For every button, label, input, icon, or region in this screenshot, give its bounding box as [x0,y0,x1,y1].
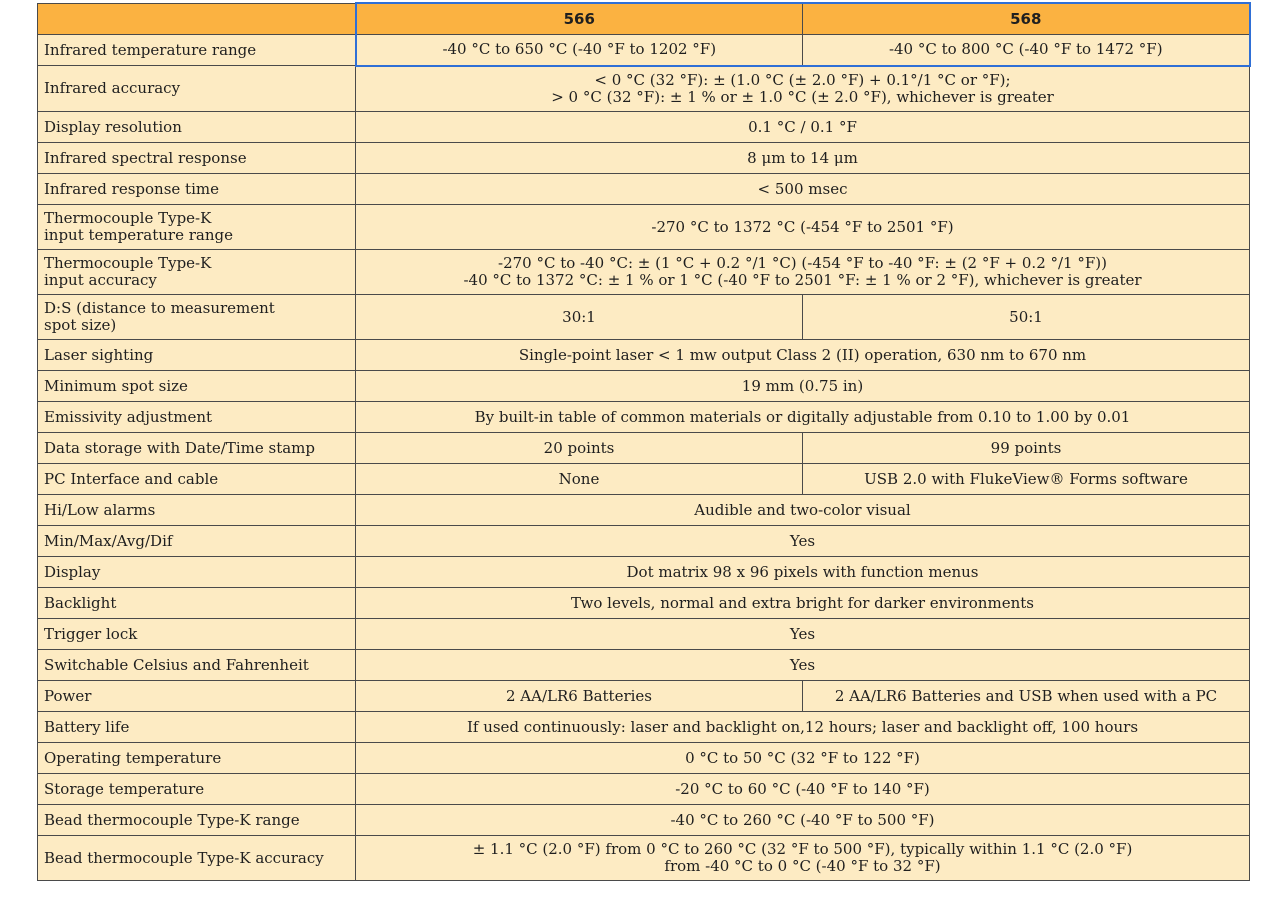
cell-shared: Dot matrix 98 x 96 pixels with function menus [356,557,1250,588]
row-label: Hi/Low alarms [38,495,356,526]
cell-568: 99 points [803,433,1250,464]
cell-line: ± 1.1 °C (2.0 °F) from 0 °C to 260 °C (32 °F to 500 °F), typically within 1.1 °C (2.0 °F) [472,840,1133,858]
table-row [38,805,1250,836]
table-row [38,712,1250,743]
cell-566[interactable]: -40 °C to 650 °C (-40 °F to 1202 °F) [356,35,803,66]
table-row [38,66,1250,112]
table-row [38,295,1250,340]
cell-568: USB 2.0 with FlukeView® Forms software [803,464,1250,495]
row-label: Infrared accuracy [38,66,356,112]
cell-566: 30:1 [356,295,803,340]
spec-table [37,2,1251,881]
table-row [38,250,1250,295]
cell-shared: 0.1 °C / 0.1 °F [356,112,1250,143]
row-label-line: Thermocouple Type-K [44,254,212,272]
cell-shared: Single-point laser < 1 mw output Class 2 (II) operation, 630 nm to 670 nm [356,340,1250,371]
table-row [38,143,1250,174]
table-row [38,205,1250,250]
table-row [38,340,1250,371]
row-label: Emissivity adjustment [38,402,356,433]
table-row [38,557,1250,588]
cell-shared: By built-in table of common materials or digitally adjustable from 0.10 to 1.00 by 0.01 [356,402,1250,433]
row-label: Laser sighting [38,340,356,371]
cell-shared: Yes [356,526,1250,557]
cell-line: -40 °C to 1372 °C: ± 1 % or 1 °C (-40 °F to 2501 °F: ± 1 % or 2 °F), whichever is greater [463,271,1142,289]
cell-shared [356,66,1250,112]
cell-shared: 19 mm (0.75 in) [356,371,1250,402]
cell-shared: Two levels, normal and extra bright for darker environments [356,588,1250,619]
row-label-line: spot size) [44,316,117,334]
row-label: Power [38,681,356,712]
cell-566: 20 points [356,433,803,464]
row-label: Infrared spectral response [38,143,356,174]
cell-568: 50:1 [803,295,1250,340]
cell-shared: Audible and two-color visual [356,495,1250,526]
table-row [38,681,1250,712]
cell-566: 2 AA/LR6 Batteries [356,681,803,712]
table-row [38,774,1250,805]
row-label: Switchable Celsius and Fahrenheit [38,650,356,681]
table-row [38,526,1250,557]
row-label: Min/Max/Avg/Dif [38,526,356,557]
cell-shared: -40 °C to 260 °C (-40 °F to 500 °F) [356,805,1250,836]
cell-line: > 0 °C (32 °F): ± 1 % or ± 1.0 °C (± 2.0 °F), whichever is greater [551,87,1054,106]
table-row [38,402,1250,433]
table-row [38,650,1250,681]
table-row [38,35,1250,66]
header-row [38,3,1250,35]
row-label-line: input temperature range [44,226,233,244]
cell-shared: If used continuously: laser and backlight on,12 hours; laser and backlight off, 100 hours [356,712,1250,743]
cell-566: None [356,464,803,495]
row-label-line: Thermocouple Type-K [44,209,212,227]
cell-line: < 0 °C (32 °F): ± (1.0 °C (± 2.0 °F) + 0.1°/1 °C or °F); [594,70,1011,89]
row-label: Backlight [38,588,356,619]
cell-shared: Yes [356,619,1250,650]
row-label: Storage temperature [38,774,356,805]
table-row [38,495,1250,526]
cell-shared: -270 °C to 1372 °C (-454 °F to 2501 °F) [356,205,1250,250]
row-label: Infrared temperature range [38,35,356,66]
table-row [38,836,1250,881]
table-row [38,112,1250,143]
cell-shared: Yes [356,650,1250,681]
table-row [38,433,1250,464]
cell-shared: 8 μm to 14 μm [356,143,1250,174]
row-label: Battery life [38,712,356,743]
table-row [38,619,1250,650]
row-label [38,205,356,250]
row-label-line: input accuracy [44,271,157,289]
row-label: Infrared response time [38,174,356,205]
cell-568: 2 AA/LR6 Batteries and USB when used with a PC [803,681,1250,712]
cell-line: -270 °C to -40 °C: ± (1 °C + 0.2 °/1 °C) (-454 °F to -40 °F: ± (2 °F + 0.2 °/1 °F)) [498,254,1107,272]
table-row [38,371,1250,402]
cell-shared [356,250,1250,295]
table-row [38,464,1250,495]
header-corner [38,3,356,35]
row-label: Data storage with Date/Time stamp [38,433,356,464]
table-row [38,743,1250,774]
table-row [38,174,1250,205]
cell-568[interactable]: -40 °C to 800 °C (-40 °F to 1472 °F) [803,35,1250,66]
cell-shared: < 500 msec [356,174,1250,205]
table-row [38,588,1250,619]
row-label: PC Interface and cable [38,464,356,495]
row-label: Minimum spot size [38,371,356,402]
cell-shared: 0 °C to 50 °C (32 °F to 122 °F) [356,743,1250,774]
header-566[interactable]: 566 [356,3,803,35]
row-label [38,250,356,295]
row-label: Bead thermocouple Type-K range [38,805,356,836]
cell-line: from -40 °C to 0 °C (-40 °F to 32 °F) [664,857,941,875]
cell-shared [356,836,1250,881]
header-568[interactable]: 568 [803,3,1250,35]
row-label: Display resolution [38,112,356,143]
row-label: Trigger lock [38,619,356,650]
row-label: Display [38,557,356,588]
row-label-line: D:S (distance to measurement [44,299,275,317]
row-label [38,295,356,340]
row-label: Operating temperature [38,743,356,774]
row-label: Bead thermocouple Type-K accuracy [38,836,356,881]
cell-shared: -20 °C to 60 °C (-40 °F to 140 °F) [356,774,1250,805]
